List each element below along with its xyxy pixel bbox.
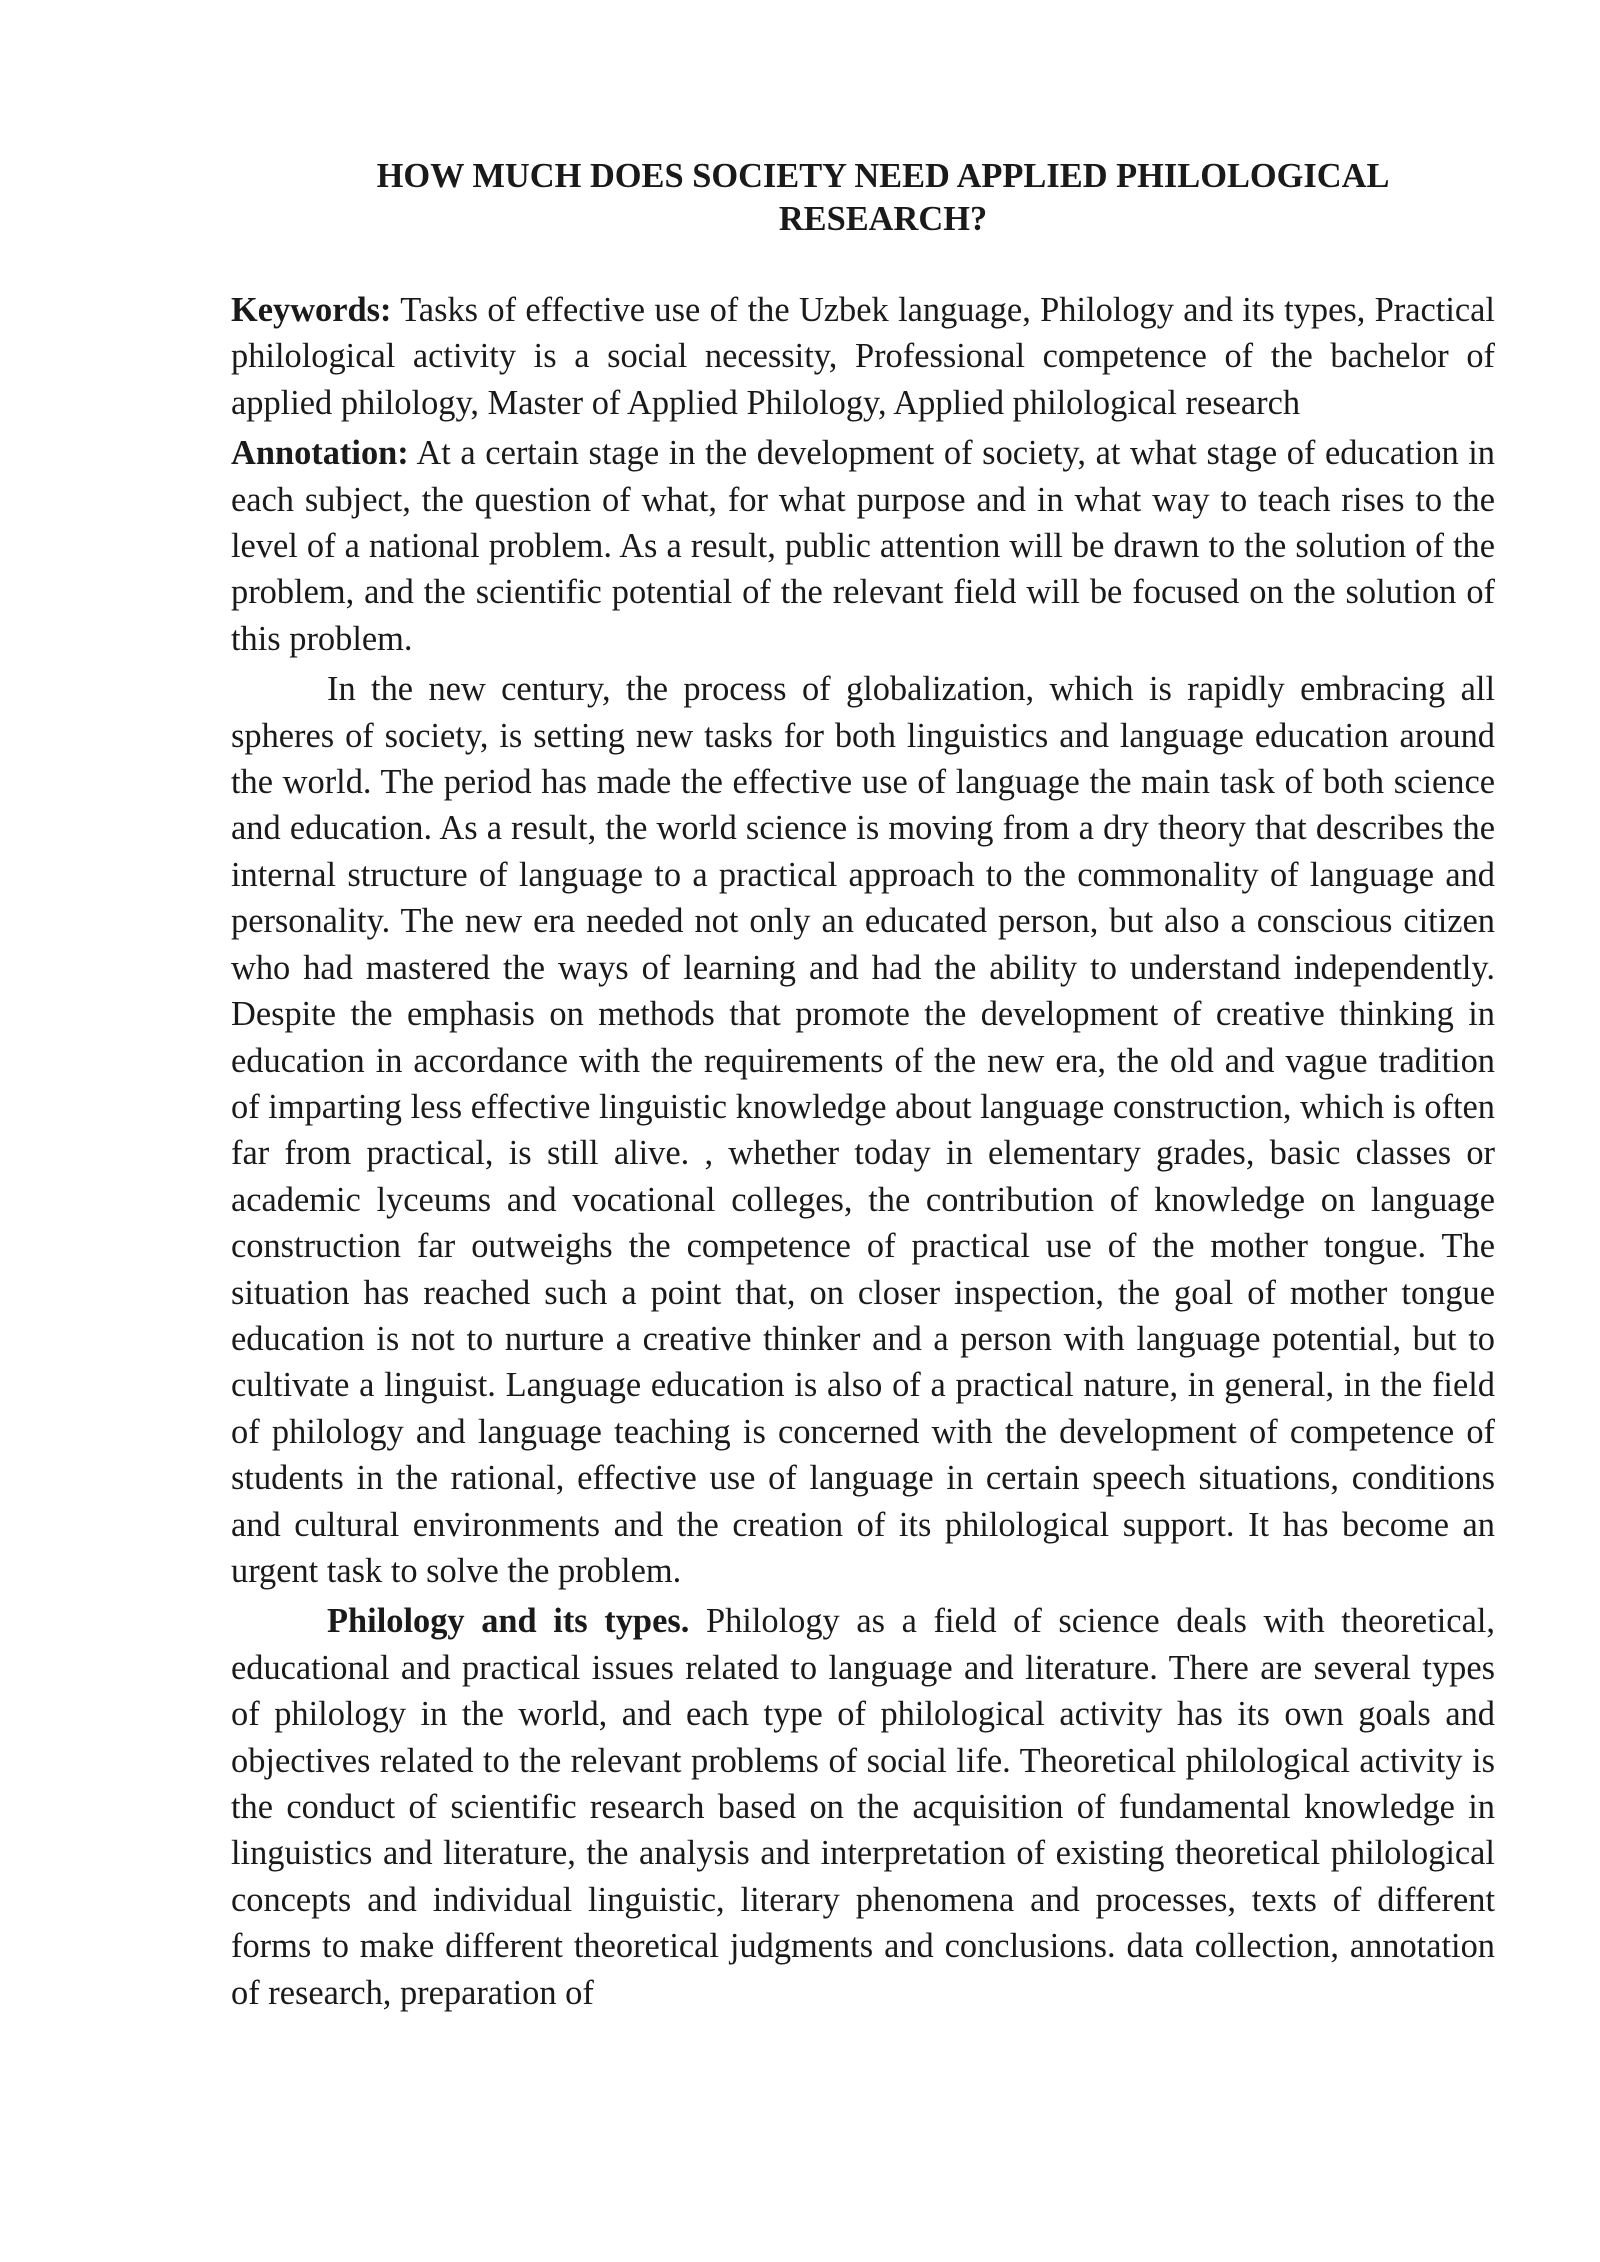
annotation-text: At a certain stage in the development of society, at what stage of education in each subject, the question of what, for what purpose and in what way to teach rises to the level of a national problem. As a result, public attention will be drawn to the solution of the problem, and the scientific potential of the relevant field will be focused on the solution of this problem.: [231, 434, 1496, 658]
keywords-text: Tasks of effective use of the Uzbek language, Philology and its types, Practical philological activity is a social necessity, Professional competence of the bachelor of applied philology, Master of Applied Philology, Applied philological research: [231, 291, 1495, 422]
section-heading-philology-types: Philology and its types.: [327, 1602, 690, 1641]
annotation-paragraph: [231, 430, 1495, 662]
body-paragraph-2-text: Philology as a field of science deals with theoretical, educational and practical issues related to language and literature. There are several types of philology in the world, and each type of philological activity has its own goals and objectives related to the relevant problems of social life. Theoretical philological activity is the conduct of scientific research based on the acquisition of fundamental knowledge in linguistics and literature, the analysis and interpretation of existing theoretical philological concepts and individual linguistic, literary phenomena and processes, texts of different forms to make different theoretical judgments and conclusions. data collection, annotation of research, preparation of: [231, 1602, 1495, 2012]
document-page: [231, 155, 1495, 2020]
annotation-label: Annotation:: [231, 434, 409, 473]
body-paragraph-1: In the new century, the process of globalization, which is rapidly embracing all spheres of society, is setting new tasks for both linguistics and language education around the world. The period has made the effective use of language the main task of both science and education. As a result, the world science is moving from a dry theory that describes the internal structure of language to a practical approach to the commonality of language and personality. The new era needed not only an educated person, but also a conscious citizen who had mastered the ways of learning and had the ability to understand independently. Despite the emphasis on methods that promote the development of creative thinking in education in accordance with the requirements of the new era, the old and vague tradition of imparting less effective linguistic knowledge about language construction, which is often far from practical, is still alive. , whether today in elementary grades, basic classes or academic lyceums and vocational colleges, the contribution of knowledge on language construction far outweighs the competence of practical use of the mother tongue. The situation has reached such a point that, on closer inspection, the goal of mother tongue education is not to nurture a creative thinker and a person with language potential, but to cultivate a linguist. Language education is also of a practical nature, in general, in the field of philology and language teaching is concerned with the development of competence of students in the rational, effective use of language in certain speech situations, conditions and cultural environments and the creation of its philological support. It has become an urgent task to solve the problem.: [231, 670, 1495, 1590]
title-line-2: RESEARCH?: [778, 200, 988, 238]
keywords-paragraph: [231, 287, 1495, 426]
title-line-1: HOW MUCH DOES SOCIETY NEED APPLIED PHILOLOGICAL: [376, 157, 1390, 195]
body-paragraph-2: [231, 1598, 1495, 2016]
keywords-label: Keywords:: [231, 291, 392, 329]
paper-title: [231, 155, 1495, 241]
